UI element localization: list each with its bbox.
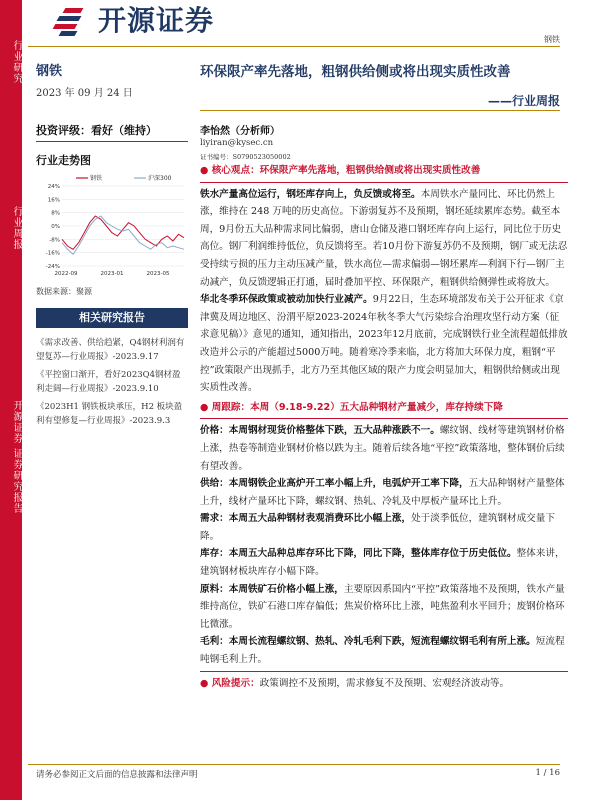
legend-label: 钢铁 xyxy=(90,175,103,182)
risk-text: 政策调控不及预期，需求修复不及预期、宏观经济波动等。 xyxy=(259,677,510,689)
related-report-item[interactable]: 《2023H1 钢铁板块承压，H2 板块盈利有望修复—行业周报》-2023.9.3 xyxy=(36,402,183,426)
header-divider xyxy=(28,46,560,47)
trend-chart-title: 行业走势图 xyxy=(36,154,91,167)
section-rule xyxy=(200,182,568,183)
analyst-cert: 证书编号：S0790523050002 xyxy=(200,153,291,161)
x-tick-label: 2022-09 xyxy=(54,271,78,277)
para-lead: 华北冬季环保政策或被动加快行业减产。 xyxy=(200,294,373,306)
paragraph-inventory xyxy=(200,545,568,580)
report-subtitle: ——行业周报 xyxy=(487,94,560,108)
paragraph-demand xyxy=(200,510,568,545)
y-tick-label: -24% xyxy=(45,264,60,270)
footer-disclaimer: 请务必参阅正文后面的信息披露和法律声明 xyxy=(36,770,198,780)
title-divider xyxy=(200,110,560,111)
risk-note xyxy=(200,675,568,693)
paragraph-supply xyxy=(200,186,568,292)
report-body xyxy=(200,162,568,692)
paragraph-policy xyxy=(200,291,568,397)
footer-divider xyxy=(28,764,560,765)
y-tick-label: -8% xyxy=(49,237,60,244)
para-text: 整体来讲，建筑钢材板块库存小幅下降。 xyxy=(200,548,565,578)
y-tick-label: 0% xyxy=(51,224,60,230)
paragraph-margin xyxy=(200,633,568,668)
para-text: 主要原因系国内“平控”政策落地不及预期，铁水产量维持高位，铁矿石港口库存偏低；焦炭价格环比上涨，吨焦盈利水平回升；废钢价格环比微涨。 xyxy=(200,583,565,630)
related-reports-list xyxy=(36,336,188,432)
para-lead: 供给：本周钢铁企业高炉开工率小幅上升，电弧炉开工率下降， xyxy=(200,478,469,490)
logo-mark-icon xyxy=(52,6,90,36)
report-title: 环保限产率先落地，粗钢供给侧或将出现实质性改善 xyxy=(200,64,511,80)
y-tick-label: 16% xyxy=(47,197,60,204)
trend-chart xyxy=(36,172,188,282)
para-lead: 库存：本周五大品种总库存环比下降，同比下降，整体库存位于历史低位。 xyxy=(200,548,517,560)
para-text: 本周铁水产量同比、环比仍然上涨，维持在 248 万吨的历史高位。下游弱复苏不及预期，钢坯延续累库态势。截至本周，9月份五大品种需求同比偏弱，唐山仓储及港口钢坯库存向上运行，同比位于历史高位。钢厂利润维持低位，负反馈将至。若10月份下游复苏仍不及预期，钢厂或无法忍受持续亏损的压力主动压减产量，铁水高位—需求偏弱—钢坯累库—利润下行—钢厂主动减产，负反馈逻辑正打通，届时叠加平控、环保限产，粗钢供给侧弹性或将放大。 xyxy=(200,188,568,288)
y-tick-label: -16% xyxy=(45,250,60,257)
para-lead: 毛利：本周长流程螺纹钢、热轧、冷轧毛利下跌，短流程螺纹钢毛利有所上涨。 xyxy=(200,636,536,648)
logo-text: 开源证券 xyxy=(98,4,215,37)
report-date: 2023 年 09 月 24 日 xyxy=(36,88,133,99)
weekly-tracking-heading: ● 周跟踪：本周（9.18-9.22）五大品种钢材产量减少，库存持续下降 xyxy=(200,401,503,413)
brand-logo xyxy=(52,6,214,36)
analyst-name: 李怡然（分析师） xyxy=(200,126,280,137)
legend-label: 沪深300 xyxy=(148,175,172,182)
side-label-mid: 行业周报 xyxy=(11,206,22,250)
para-text: 处于淡季低位，建筑钢材成交量下降。 xyxy=(200,513,555,542)
para-lead: 铁水产量高位运行，钢坯库存向上，负反馈或将至。 xyxy=(200,188,421,200)
analyst-email[interactable]: liyiran@kysec.cn xyxy=(200,138,274,148)
related-report-item[interactable]: 《平控窗口渐开，看好2023Q4钢材盈利走阔—行业周报》-2023.9.10 xyxy=(36,370,181,394)
x-tick-label: 2023-05 xyxy=(146,271,170,277)
industry-label: 钢铁 xyxy=(36,64,63,79)
paragraph-price xyxy=(200,422,568,475)
para-text: 五大品种钢材产量整体上升，线材产量环比下降，螺纹钢、热轧、冷轧及中厚板产量环比上升。 xyxy=(200,478,565,507)
y-tick-label: 8% xyxy=(51,210,60,217)
risk-heading: ● 风险提示： xyxy=(200,677,260,689)
rating-divider xyxy=(36,141,188,142)
para-text: 短流程吨钢毛利上升。 xyxy=(200,636,565,666)
investment-rating: 投资评级：看好（维持） xyxy=(36,124,157,137)
core-view-heading: ● 核心观点：环保限产率先落地，粗钢供给侧或将出现实质性改善 xyxy=(200,165,481,176)
para-lead: 价格：本周钢材现货价格整体下跌，五大品种涨跌不一。 xyxy=(200,425,440,437)
y-tick-label: 24% xyxy=(47,184,60,190)
paragraph-raw-material xyxy=(200,581,568,634)
sector-tag: 钢铁 xyxy=(544,35,560,44)
section-rule xyxy=(200,418,568,419)
side-label-top: 行业研究 xyxy=(11,40,22,84)
page-number: 1 / 16 xyxy=(535,768,560,778)
section-rule xyxy=(200,671,568,672)
side-label-bottom: 开源证券 证券研究报告 xyxy=(11,400,22,515)
para-lead: 原料：本周铁矿石价格小幅上涨， xyxy=(200,583,344,595)
x-tick-label: 2023-01 xyxy=(100,271,124,277)
related-reports-title: 相关研究报告 xyxy=(36,308,188,328)
related-report-item[interactable]: 《需求改善、供给趋紧，Q4钢材利润有望复苏—行业周报》-2023.9.17 xyxy=(36,338,185,362)
series-line xyxy=(62,216,184,254)
paragraph-supply-side xyxy=(200,475,568,510)
para-lead: 需求：本周五大品种钢材表观消费环比小幅上涨， xyxy=(200,513,412,525)
para-text: 螺纹钢、线材等建筑钢材价格上涨，热卷等制造业钢材价格以跌为主。随着后续各地“平控”政策落地，整体钢价后续有望改善。 xyxy=(200,425,565,472)
series-line xyxy=(62,216,184,249)
chart-source: 数据来源：聚源 xyxy=(36,287,92,296)
para-text: 9月22日，生态环境部发布关于公开征求《京津冀及周边地区、汾渭平原2023-2024年秋冬季大气污染综合治理攻坚行动方案（征求意见稿）》意见的通知，通知指出，2023年12月底前，完成钢铁行业全流程超低排放改造并公示的产能超过5000万吨。随着寒冷季来临，北方将加大环保力度，粗钢“平控”政策限产出现抓手，北方乃至其他区域的限产力度会明显加大，粗钢供给侧或出现实质性改善。 xyxy=(200,294,568,394)
